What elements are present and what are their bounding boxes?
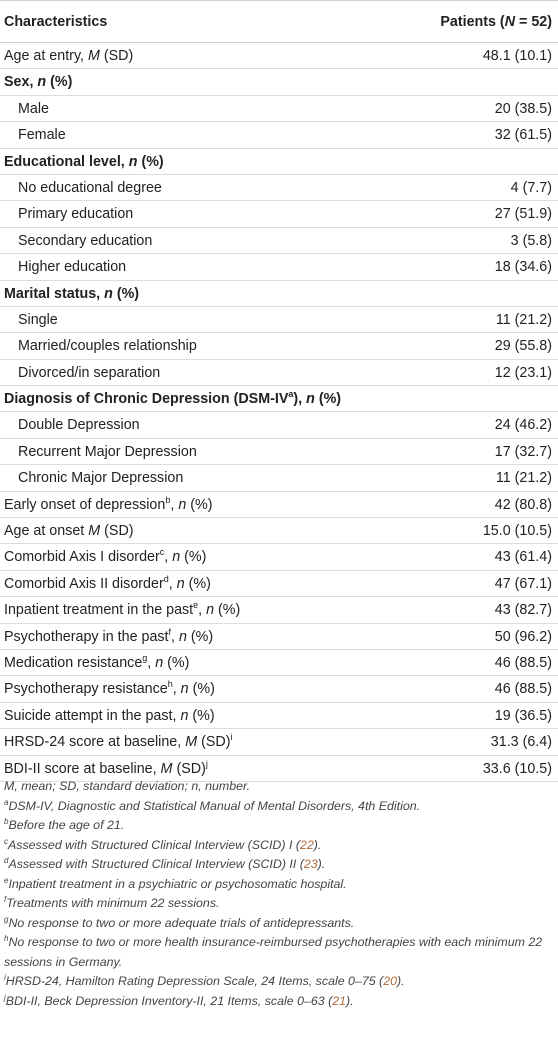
footnote <box>4 816 554 836</box>
table-row <box>0 492 558 518</box>
row-label <box>18 228 152 254</box>
row-value: 43 (61.4) <box>494 549 552 566</box>
label-text: Married/couples relationship <box>18 338 197 355</box>
row-label <box>18 122 66 148</box>
label-text: , <box>164 549 173 566</box>
row-label <box>4 676 215 702</box>
label-text: (%) <box>188 707 215 724</box>
label-text: Male <box>18 100 49 117</box>
footnote-marker: g <box>142 652 148 663</box>
section-row <box>0 281 558 307</box>
stat-symbol: n <box>176 575 185 592</box>
label-text: Marital status, <box>4 285 105 302</box>
footnote-marker: i <box>230 732 233 743</box>
footnote <box>4 855 554 875</box>
footnote-marker: h <box>167 679 173 690</box>
stat-symbol: n <box>180 707 189 724</box>
footnote-text: DSM-IV, Diagnostic and Statistical Manual of Mental Disorders, 4th Edition. <box>8 798 421 813</box>
label-text: Secondary education <box>18 232 153 249</box>
label-text: , <box>168 575 177 592</box>
table-row <box>0 43 558 69</box>
table-header <box>0 0 558 43</box>
label-text: Divorced/in separation <box>18 364 161 381</box>
footnote-marker: c <box>159 547 165 558</box>
stat-symbol: n <box>180 681 189 698</box>
row-value: 27 (51.9) <box>494 206 552 223</box>
stat-symbol: M <box>185 734 198 751</box>
footnote-text: ). <box>346 993 354 1008</box>
row-label <box>4 281 139 307</box>
label-text: (%) <box>163 654 190 671</box>
label-text: (SD) <box>197 734 231 751</box>
row-value: 42 (80.8) <box>494 496 552 513</box>
row-label <box>4 43 133 69</box>
footnote <box>4 797 554 817</box>
footnote <box>4 836 554 856</box>
footnote-text: ). <box>313 837 322 852</box>
stat-symbol: n <box>37 74 47 91</box>
table-row <box>0 624 558 650</box>
label-text: , <box>170 496 179 513</box>
label-text: Psychotherapy resistance <box>4 681 168 698</box>
footnote-marker: b <box>165 494 171 505</box>
stat-symbol: n <box>178 628 187 645</box>
footnote-text: M, mean; SD, standard deviation; n, number. <box>4 779 251 793</box>
row-label <box>4 703 215 729</box>
row-label <box>4 624 213 650</box>
footnote-marker: g <box>4 914 9 924</box>
table-row <box>0 333 558 359</box>
stat-symbol: n <box>155 654 164 671</box>
label-text: (%) <box>112 285 140 302</box>
row-value: 32 (61.5) <box>494 127 552 144</box>
label-text: ), <box>293 391 307 408</box>
label-text: (SD) <box>172 760 206 777</box>
row-value: 15.0 (10.5) <box>482 523 552 540</box>
row-label <box>18 96 49 122</box>
row-value: 29 (55.8) <box>494 338 552 355</box>
label-text: Female <box>18 127 66 144</box>
row-label <box>18 201 133 227</box>
row-label <box>4 518 134 544</box>
row-label <box>18 333 197 359</box>
stat-symbol: M <box>88 523 101 540</box>
footnote-marker: j <box>205 758 208 769</box>
footnote <box>4 972 554 992</box>
row-label <box>18 439 197 465</box>
footnote-marker: a <box>288 389 294 400</box>
footnote-text: Inpatient treatment in a psychiatric or psychosomatic hospital. <box>8 876 347 891</box>
label-text: (%) <box>186 628 214 645</box>
table-row <box>0 465 558 491</box>
footnote <box>4 894 554 914</box>
row-value: 3 (5.8) <box>510 232 552 249</box>
row-label <box>4 729 232 755</box>
row-value: 33.6 (10.5) <box>482 760 552 777</box>
label-text: (%) <box>180 549 207 566</box>
footnote <box>4 914 554 934</box>
label-text: , <box>171 628 179 645</box>
row-value: 43 (82.7) <box>494 602 552 619</box>
footnote-text: Assessed with Structured Clinical Interview (SCID) I ( <box>8 837 300 852</box>
label-text: Suicide attempt in the past, <box>4 707 181 724</box>
section-row <box>0 386 558 412</box>
stat-symbol: n <box>104 285 113 302</box>
stat-symbol: n <box>128 153 138 170</box>
row-label <box>4 597 240 623</box>
table-row <box>0 650 558 676</box>
footnote-marker: f <box>4 895 7 904</box>
label-text: (%) <box>46 74 73 91</box>
label-text: Diagnosis of Chronic Depression (DSM-IV <box>4 391 289 408</box>
table-row <box>0 96 558 122</box>
label-text: Sex, <box>4 74 38 91</box>
label-text: (%) <box>137 153 164 170</box>
label-text: , <box>147 654 156 671</box>
label-text: Comorbid Axis I disorder <box>4 549 160 566</box>
row-value: 20 (38.5) <box>494 100 552 117</box>
label-text: (%) <box>314 391 342 408</box>
footnote-text: HRSD-24, Hamilton Rating Depression Scale, 24 Items, scale 0–75 ( <box>5 974 384 988</box>
footnote <box>4 777 554 797</box>
header-patients: Patients (N = 52) <box>440 14 552 30</box>
row-label <box>4 492 212 518</box>
label-text: (SD) <box>100 523 134 540</box>
table-row <box>0 597 558 623</box>
label-text: BDI-II score at baseline, <box>4 760 161 777</box>
reference-link[interactable]: 22 <box>299 837 314 852</box>
label-text: No educational degree <box>18 179 162 196</box>
table-row <box>0 412 558 438</box>
label-text: Double Depression <box>18 417 140 434</box>
row-label <box>4 544 206 570</box>
label-text: Higher education <box>18 259 127 276</box>
row-value: 46 (88.5) <box>494 681 552 698</box>
row-label <box>4 149 164 175</box>
footnote-marker: b <box>4 817 9 826</box>
row-value: 46 (88.5) <box>494 654 552 671</box>
row-value: 31.3 (6.4) <box>490 734 552 751</box>
row-label <box>4 571 211 597</box>
stat-symbol: M <box>87 48 100 64</box>
footnote-marker: a <box>4 797 9 807</box>
row-value: 11 (21.2) <box>495 470 552 487</box>
label-text: Chronic Major Depression <box>18 470 184 487</box>
row-label <box>4 69 72 95</box>
table-row <box>0 703 558 729</box>
footnote-text: ). <box>317 857 326 871</box>
footnote-marker: d <box>4 856 9 865</box>
label-text: , <box>198 602 207 619</box>
table-row <box>0 122 558 148</box>
label-text: (%) <box>184 575 211 592</box>
row-value: 19 (36.5) <box>494 707 552 724</box>
table-row <box>0 307 558 333</box>
label-text: Psychotherapy in the past <box>4 628 169 645</box>
label-text: Educational level, <box>4 153 129 170</box>
row-label <box>18 175 162 201</box>
footnote-marker: j <box>4 992 6 1002</box>
footnote-marker: i <box>4 973 6 982</box>
footnote-marker: e <box>193 600 199 611</box>
row-value: 12 (23.1) <box>494 364 552 381</box>
label-text: HRSD-24 score at baseline, <box>4 734 186 751</box>
reference-link[interactable]: 23 <box>303 857 318 871</box>
footnote-text: No response to two or more health insurance-reimbursed psychotherapies with each minimum 22 sessions in Germany. <box>4 935 543 969</box>
section-row <box>0 69 558 95</box>
label-text: Comorbid Axis II disorder <box>4 575 164 592</box>
table-row <box>0 254 558 280</box>
table-row <box>0 676 558 702</box>
section-row <box>0 149 558 175</box>
stat-symbol: n <box>178 496 187 513</box>
label-text: Medication resistance <box>4 654 143 671</box>
label-text: Early onset of depression <box>4 496 166 513</box>
row-label <box>18 307 58 333</box>
row-label <box>18 360 160 386</box>
footnote <box>4 875 554 895</box>
row-value: 47 (67.1) <box>494 575 552 592</box>
footnote-marker: e <box>4 875 9 885</box>
row-value: 24 (46.2) <box>494 417 552 434</box>
table-row <box>0 544 558 570</box>
row-label <box>18 254 126 280</box>
table-row <box>0 175 558 201</box>
footnote-text: Assessed with Structured Clinical Interview (SCID) II ( <box>8 857 304 871</box>
label-text: (SD) <box>99 48 134 64</box>
footnote <box>4 933 554 972</box>
stat-symbol: n <box>206 602 215 619</box>
table-row <box>0 228 558 254</box>
label-text: Age at entry, <box>4 48 88 64</box>
row-value: 48.1 (10.1) <box>482 48 552 64</box>
footnote-text: No response to two or more adequate trials of antidepressants. <box>8 915 355 930</box>
stat-symbol: n <box>172 549 181 566</box>
label-text: (%) <box>188 681 215 698</box>
row-value: 11 (21.2) <box>495 311 552 328</box>
footnote-marker: h <box>4 934 9 943</box>
label-text: (%) <box>214 602 241 619</box>
row-value: 17 (32.7) <box>494 443 552 460</box>
row-value: 4 (7.7) <box>510 179 552 196</box>
footnote-marker: f <box>168 626 172 637</box>
label-text: (%) <box>186 496 213 513</box>
label-text: Single <box>18 311 58 328</box>
row-value: 50 (96.2) <box>494 628 552 645</box>
reference-link[interactable]: 20 <box>383 974 397 988</box>
footnote <box>4 992 554 1012</box>
label-text: Inpatient treatment in the past <box>4 602 194 619</box>
footnote-text: Treatments with minimum 22 sessions. <box>6 896 220 910</box>
stat-symbol: M <box>160 760 173 777</box>
label-text: Primary education <box>18 206 134 223</box>
row-value: 18 (34.6) <box>494 259 552 276</box>
footnote-text: BDI-II, Beck Depression Inventory-II, 21 Items, scale 0–63 ( <box>5 993 333 1008</box>
row-label <box>4 386 341 412</box>
table-footnotes <box>4 777 554 1011</box>
table-row <box>0 518 558 544</box>
table-row <box>0 729 558 755</box>
footnote-text: Before the age of 21. <box>8 818 125 832</box>
table-body <box>0 43 558 782</box>
footnote-marker: d <box>163 573 169 584</box>
table-row <box>0 360 558 386</box>
table-row <box>0 201 558 227</box>
row-label <box>4 650 189 676</box>
row-label <box>18 412 140 438</box>
footnote-marker: c <box>4 836 8 846</box>
stat-symbol: n <box>306 391 315 408</box>
reference-link[interactable]: 21 <box>332 993 347 1008</box>
footnote-text: ). <box>396 974 405 988</box>
row-label <box>18 465 183 491</box>
label-text: Age at onset <box>4 523 89 540</box>
label-text: Recurrent Major Depression <box>18 443 197 460</box>
table-row <box>0 571 558 597</box>
table-row <box>0 439 558 465</box>
header-characteristics: Characteristics <box>4 14 108 30</box>
label-text: , <box>172 681 181 698</box>
